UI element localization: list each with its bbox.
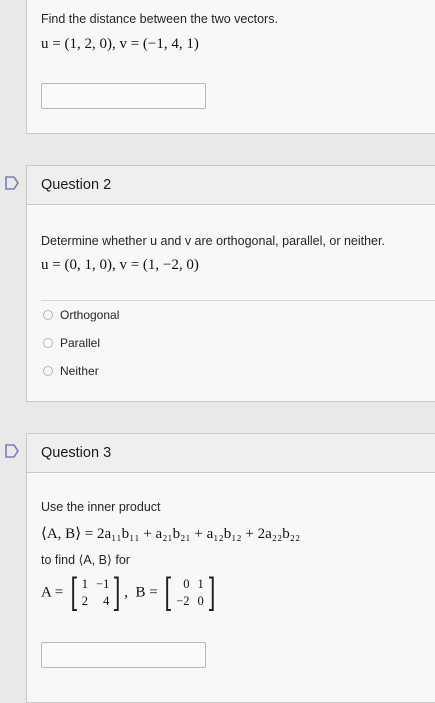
matrix-a-cell: 4	[103, 594, 110, 608]
option-neither[interactable]	[43, 364, 99, 378]
option-parallel[interactable]	[43, 336, 100, 350]
matrix-b-cell: 0	[197, 594, 204, 608]
q2-title: Question 2	[27, 166, 435, 205]
q3-formula: ⟨A, B⟩ = 2a₁₁b₁₁ + a₂₁b₂₁ + a₁₂b₁₂ + 2a₂₂b₂₂	[41, 526, 301, 542]
question-3-card	[26, 433, 435, 703]
divider	[41, 300, 435, 301]
matrix-a-label: A =	[41, 584, 64, 601]
option-label: Neither	[60, 364, 99, 378]
q2-vectors: u = (0, 1, 0), v = (1, −2, 0)	[41, 257, 199, 273]
matrix-a: [ 1 −1 2 4 ]	[70, 571, 121, 615]
radio-icon[interactable]	[43, 338, 53, 348]
q3-title: Question 3	[27, 434, 435, 473]
option-label: Orthogonal	[60, 308, 120, 322]
radio-icon[interactable]	[43, 310, 53, 320]
question-1-card	[26, 0, 435, 134]
question-2-card	[26, 165, 435, 402]
matrix-a-cell: 2	[81, 594, 89, 608]
q3-answer-input[interactable]	[41, 642, 206, 668]
matrix-a-cell: −1	[96, 577, 110, 591]
q3-matrices: A = [ 1 −1 2 4 ] , B = [ 0 1 −2 0 ]	[41, 574, 219, 612]
matrix-b-label: B =	[135, 584, 158, 601]
option-label: Parallel	[60, 336, 101, 350]
matrix-b-cell: −2	[176, 594, 190, 608]
option-orthogonal[interactable]	[43, 308, 119, 322]
matrix-b-cell: 0	[183, 577, 190, 591]
q1-answer-input[interactable]	[41, 83, 206, 109]
q1-prompt: Find the distance between the two vectors.	[41, 12, 278, 26]
q3-find-text: to find ⟨A, B⟩ for	[41, 553, 130, 567]
q1-vectors: u = (1, 2, 0), v = (−1, 4, 1)	[41, 36, 199, 52]
radio-icon[interactable]	[43, 366, 53, 376]
q2-prompt: Determine whether u and v are orthogonal, parallel, or neither.	[41, 234, 385, 248]
flag-icon[interactable]	[4, 176, 20, 190]
q3-intro: Use the inner product	[41, 500, 161, 514]
matrix-b: [ 0 1 −2 0 ]	[164, 571, 216, 615]
flag-icon[interactable]	[4, 444, 20, 458]
matrix-b-cell: 1	[197, 577, 204, 591]
matrix-a-cell: 1	[81, 577, 89, 591]
